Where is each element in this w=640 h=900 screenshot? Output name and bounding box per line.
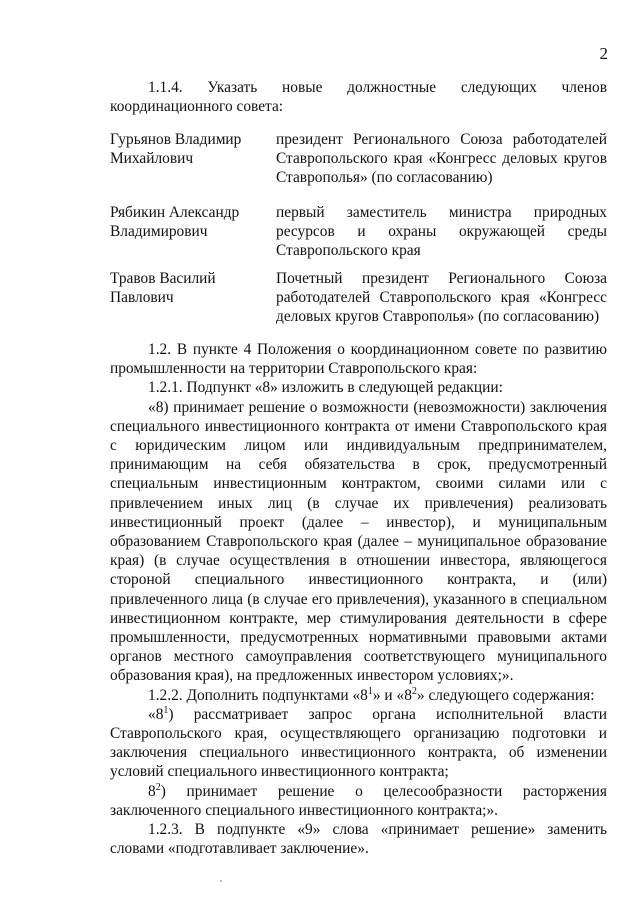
member-position: президент Регионального Союза работодателей Ставропольского края «Конгресс деловых кругов Ставрополья» (по согласованию)	[276, 131, 607, 187]
text-run: » и «8	[372, 686, 412, 704]
member-patronymic: Павлович	[110, 289, 174, 307]
paragraph-1-2-3: 1.2.3. В подпункте «9» слова «принимает решение» заменить словами «подготавливает заключение».	[110, 821, 607, 858]
superscript: 2	[411, 685, 417, 697]
superscript: 1	[163, 704, 169, 716]
member-name	[110, 203, 260, 241]
scan-speck	[220, 880, 222, 882]
paragraph-1-2-2	[110, 686, 607, 705]
paragraph-subclause-8: «8) принимает решение о возможности (невозможности) заключения специального инвестиционного контракта от имени Ставропольского края с юридическим лицом или индивидуальным предпринимателем, принимающим на себя обязательства в срок, предусмотренный специальным инвестиционным контрактом, своими силами или с привлечением иных лиц (в случае их привлечения) реализовать инвестиционный проект (далее – инвестор), и муниципальным образованием Ставропольского края (далее – муниципальное образование края) (в случае осуществления в отношении инвестора, являющегося стороной специального инвестиционного контракта, и (или) привлеченного лица (в случае его привлечения), указанного в специальном инвестиционном контракте, мер стимулирования деятельности в сфере промышленности, предусмотренных нормативными правовыми актами органов местного самоуправления соответствующего муниципального образования края), на предложенных инвестором условиях;».	[110, 398, 607, 685]
intro-paragraph: 1.1.4. Указать новые должностные следующих членов координационного совета:	[110, 79, 607, 116]
member-name	[110, 269, 260, 307]
member-surname-name: Рябикин Александр	[110, 204, 240, 221]
member-surname-name: Травов Василий	[110, 270, 216, 287]
body-text	[110, 340, 607, 858]
member-position: первый заместитель министра природных ресурсов и охраны окружающей среды Ставропольского края	[276, 204, 607, 260]
page-number: 2	[599, 44, 608, 63]
text-run: «8	[148, 705, 164, 723]
member-patronymic: Михайлович	[110, 150, 194, 168]
member-position: Почетный президент Регионального Союза работодателей Ставропольского края «Конгресс деловых кругов Ставрополья» (по согласованию)	[276, 270, 607, 326]
member-surname-name: Гурьянов Владимир	[110, 131, 242, 148]
paragraph-subclause-8-1	[110, 705, 607, 782]
paragraph-1-2: 1.2. В пункте 4 Положения о координационном совете по развитию промышленности на территории Ставропольского края:	[110, 341, 607, 378]
paragraph-1-2-1: 1.2.1. Подпункт «8» изложить в следующей редакции:	[148, 379, 503, 397]
text-run: ) принимает решение о целесообразности расторжения заключенного специального инвестиционного контракта;».	[110, 782, 607, 819]
member-patronymic: Владимирович	[110, 223, 208, 241]
text-run: ) рассматривает запрос органа исполнительной власти Ставропольского края, осуществляющего организацию подготовки и заключения специального инвестиционного контракта, об изменении условий специального инвестиционного контракта;	[110, 705, 607, 781]
text-run: 8	[148, 782, 156, 800]
text-run: » следующего содержания:	[416, 686, 595, 704]
text-run: 1.2.2. Дополнить подпунктами «8	[148, 686, 368, 704]
superscript: 2	[155, 781, 161, 793]
paragraph-subclause-8-2	[110, 782, 607, 820]
superscript: 1	[367, 685, 373, 697]
member-name	[110, 130, 260, 168]
